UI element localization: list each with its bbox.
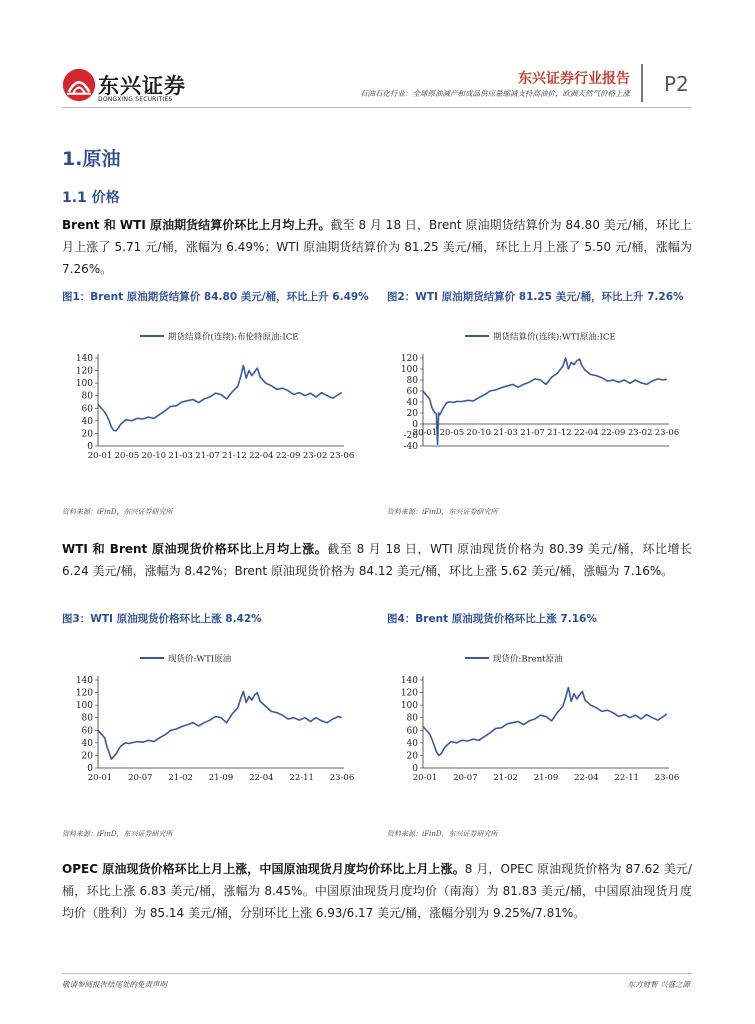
legend-label: 现货价:WTI原油 [168,654,232,665]
paragraph-2-body: 截至 8 月 18 日，WTI 原油现货价格为 80.39 美元/桶，环比增长 6.24 美元/桶，涨幅为 8.42%；Brent 原油现货价格为 84.12 美元/桶，环比上涨 5.62 美元/桶，涨幅为 7.16%。 [62,542,692,578]
paragraph-3-lead: OPEC 原油现货价格环比上月上涨，中国原油现货月度均价环比上月上涨。 [62,862,465,876]
x-tick-label: 21-12 [222,451,247,461]
y-tick-label: 140 [400,676,418,686]
x-tick-label: 23-06 [329,773,355,783]
x-tick-label: 23-06 [329,451,355,461]
logo-name: 东兴证券 [98,74,186,98]
series-line [98,691,342,759]
footer-disclaimer: 敬请参阅报告结尾处的免责声明 [62,980,167,989]
y-tick-label: 0 [412,420,418,430]
paragraph-2-lead: WTI 和 Brent 原油现货价格环比上月均上涨。 [62,542,328,556]
footer-rule [62,973,692,974]
y-tick-label: 140 [75,354,93,364]
x-tick-label: 20-07 [453,773,478,783]
figure-4-source: 资料来源：iFinD，东兴证券研究所 [387,830,498,838]
x-tick-label: 20-05 [114,451,140,461]
x-tick-label: 20-10 [141,451,167,461]
paragraph-2 [62,538,692,582]
x-tick-label: 21-09 [533,773,559,783]
x-tick-label: 20-01 [412,428,438,438]
x-tick-label: 20-05 [439,428,465,438]
figure-2-source: 资料来源：iFinD，东兴证券研究所 [387,508,498,516]
legend-label: 期货结算价(连续):WTI原油:ICE [493,332,616,343]
x-tick-label: 23-06 [654,428,680,438]
y-tick-label: 0 [87,764,93,774]
x-tick-label: 20-07 [128,773,153,783]
y-tick-label: 40 [406,738,418,749]
y-tick-label: 80 [406,376,418,386]
series-line [423,688,667,756]
figure-4-title: 图4：Brent 原油现货价格环比上涨 7.16% [387,613,597,625]
x-tick-label: 23-06 [654,773,680,783]
x-tick-label: 20-01 [412,773,438,783]
x-tick-label: 20-01 [87,773,113,783]
y-tick-label: 80 [81,713,93,724]
x-tick-label: 23-02 [627,428,653,438]
x-tick-label: 21-03 [493,428,518,438]
y-tick-label: 20 [406,751,418,762]
x-tick-label: 22-04 [249,773,274,783]
logo-subtitle: DONGXING SECURITIES [98,96,173,103]
legend-label: 现货价:Brent原油 [493,654,563,665]
x-tick-label: 21-02 [493,773,518,783]
header-description: 石油石化行业：全球原油减产和成品供应量缩减支持高油价，欧洲天然气价格上涨 [360,89,630,98]
y-tick-label: 20 [81,751,93,762]
y-tick-label: 20 [81,429,93,440]
figure-2-title: 图2：WTI 原油期货结算价 81.25 美元/桶，环比上升 7.26% [387,291,684,303]
y-tick-label: 60 [406,726,418,737]
y-tick-label: 0 [87,442,93,452]
x-tick-label: 22-04 [249,451,274,461]
footer-slogan: 东方财智 兴盛之源 [627,980,690,989]
y-tick-label: 100 [75,701,93,712]
y-tick-label: 120 [75,688,93,699]
figure-1-title: 图1：Brent 原油期货结算价 84.80 美元/桶，环比上升 6.49% [62,291,369,303]
paragraph-1-body: 截至 8 月 18 日，Brent 原油期货结算价为 84.80 美元/桶，环比上月上涨了 5.71 元/桶，涨幅为 6.49%；WTI 原油期货结算价为 81.25 美元/桶，环比上月上涨了 5.50 元/桶，涨幅为 7.26%。 [62,218,693,276]
x-tick-label: 21-07 [195,451,220,461]
y-tick-label: 80 [81,391,93,402]
x-tick-label: 22-04 [574,428,599,438]
legend-label: 期货结算价(连续):布伦特原油:ICE [168,332,299,343]
y-tick-label: -40 [403,442,418,452]
paragraph-3 [62,858,692,924]
series-line [98,366,342,431]
y-tick-label: -20 [403,431,418,441]
x-tick-label: 22-09 [275,451,301,461]
figure-3-source: 资料来源：iFinD，东兴证券研究所 [62,830,173,838]
y-tick-label: 60 [81,404,93,415]
x-tick-label: 21-03 [168,451,193,461]
chart-wti-futures [387,318,687,468]
x-tick-label: 22-11 [614,773,639,783]
x-tick-label: 21-07 [520,428,545,438]
company-logo-icon [62,68,96,102]
x-tick-label: 22-11 [289,773,314,783]
y-tick-label: 60 [81,726,93,737]
x-tick-label: 21-09 [208,773,234,783]
y-tick-label: 0 [412,764,418,774]
y-tick-label: 20 [406,409,418,419]
report-type: 东兴证券行业报告 [518,71,630,87]
y-tick-label: 40 [406,398,418,408]
chart-brent-spot [387,640,687,790]
y-tick-label: 40 [81,738,93,749]
y-tick-label: 100 [400,365,418,375]
y-tick-label: 120 [75,366,93,377]
figure-1-source: 资料来源：iFinD，东兴证券研究所 [62,508,173,516]
y-tick-label: 40 [81,416,93,427]
y-tick-label: 60 [406,387,418,397]
x-tick-label: 20-10 [466,428,492,438]
x-tick-label: 22-04 [574,773,599,783]
paragraph-1 [62,214,692,280]
header-divider [641,64,643,102]
x-tick-label: 22-09 [600,428,626,438]
y-tick-label: 120 [400,354,418,364]
paragraph-1-lead: Brent 和 WTI 原油期货结算价环比上月均上升。 [62,218,331,232]
subsection-title: 1.1 价格 [62,190,120,206]
x-tick-label: 23-02 [302,451,328,461]
figure-3-title: 图3：WTI 原油现货价格环比上涨 8.42% [62,613,262,625]
y-tick-label: 140 [75,676,93,686]
x-tick-label: 21-02 [168,773,193,783]
page-number: P2 [664,72,689,96]
x-tick-label: 21-12 [547,428,572,438]
section-title: 1.原油 [62,148,121,170]
y-tick-label: 100 [75,379,93,390]
header-rule [62,107,692,108]
chart-wti-spot [62,640,362,790]
chart-brent-futures [62,318,362,468]
y-tick-label: 120 [400,688,418,699]
paragraph-3-body: 8 月，OPEC 原油现货价格为 87.62 美元/桶，环比上涨 6.83 美元/桶，涨幅为 8.45%。中国原油现货月度均价（南海）为 81.83 美元/桶，中国原油现货月度均价（胜利）为 85.14 美元/桶，分别环比上涨 6.93/6.17 美元/桶，涨幅分别为 9.25%/7.81%。 [62,862,692,920]
x-tick-label: 20-01 [87,451,113,461]
y-tick-label: 80 [406,713,418,724]
y-tick-label: 100 [400,701,418,712]
